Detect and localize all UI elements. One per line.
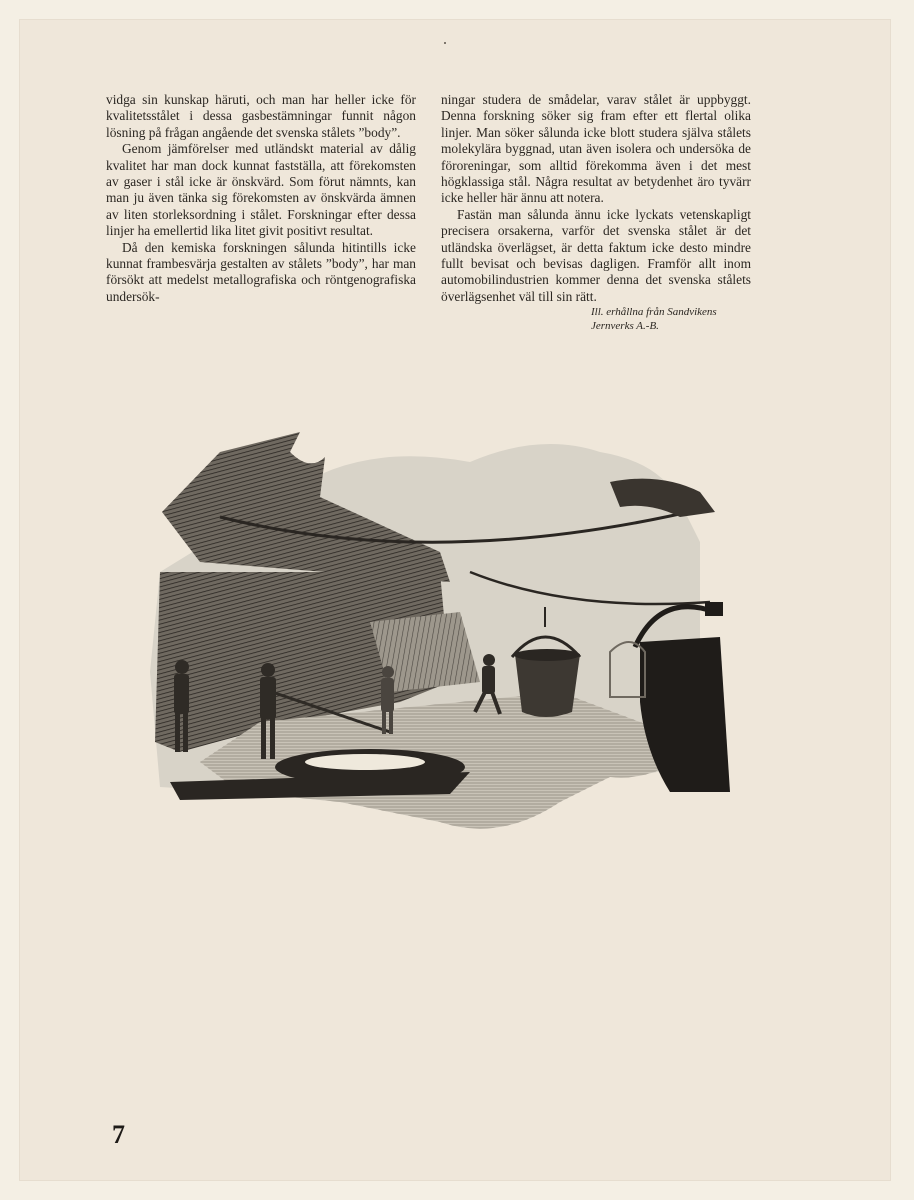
right-paragraph-1: ningar studera de smådelar, varav stålet är uppbyggt. Denna forskning söker sig fram efter ett flertal olika linjer. Man söker sålunda icke blott studera själva stålets molekylära byggnad, utan även isolera och undersöka de föroreningar, som alltid förekomma även i det mest högklassiga stål. Några resultat av betydenhet äro tyvärr icke heller här ännu att notera. — [441, 92, 751, 206]
credit-line-1: Ill. erhållna från Sandvikens — [591, 306, 717, 319]
ladle-rim — [514, 649, 580, 661]
steelworks-illustration — [140, 422, 730, 872]
hanging-ladle — [515, 654, 580, 717]
page-number: 7 — [112, 1120, 125, 1149]
right-text-column — [441, 92, 751, 333]
right-paragraph-2: Fastän man sålunda ännu icke lyckats vetenskapligt precisera orsakerna, varför det svenska stålet är det utländska överlägset, är detta faktum icke desto mindre fullt bevisat och bevisas dagligen. Framför allt inom automobilindustrien kommer denna det svenska stålets överlägsenhet väl till sin rätt. — [441, 206, 751, 304]
left-text-column — [106, 92, 416, 305]
left-paragraph-3: Då den kemiska forskningen sålunda hitintills icke kunnat frambesvärja gestalten av stålets ”body”, har man försökt att medelst metallografiska och röntgenografiska undersök- — [106, 239, 416, 304]
credit-line-2: Jernverks A.-B. — [591, 320, 659, 333]
molten-glow — [305, 754, 425, 770]
magazine-page — [20, 20, 890, 1180]
large-ladle-lip — [705, 602, 723, 616]
print-speck — [444, 42, 446, 44]
left-paragraph-2: Genom jämförelser med utländskt material av dålig kvalitet har man dock kunnat fastställa, att förekomsten av gaser i stål icke är önskvärd. Som förut nämnts, kan man ju även tänka sig förekomsten av önskvärda ämnen av liten storleksordning i stålet. Forskningar efter dessa linjer ha emellertid lika litet givit positivt resultat. — [106, 141, 416, 239]
left-paragraph-1: vidga sin kunskap häruti, och man har heller icke för kvalitetsstålet i dessa gasbestämningar funnit någon lösning på frågan angående det svenska stålets ”body”. — [106, 92, 416, 140]
illustration-credit — [441, 305, 751, 333]
